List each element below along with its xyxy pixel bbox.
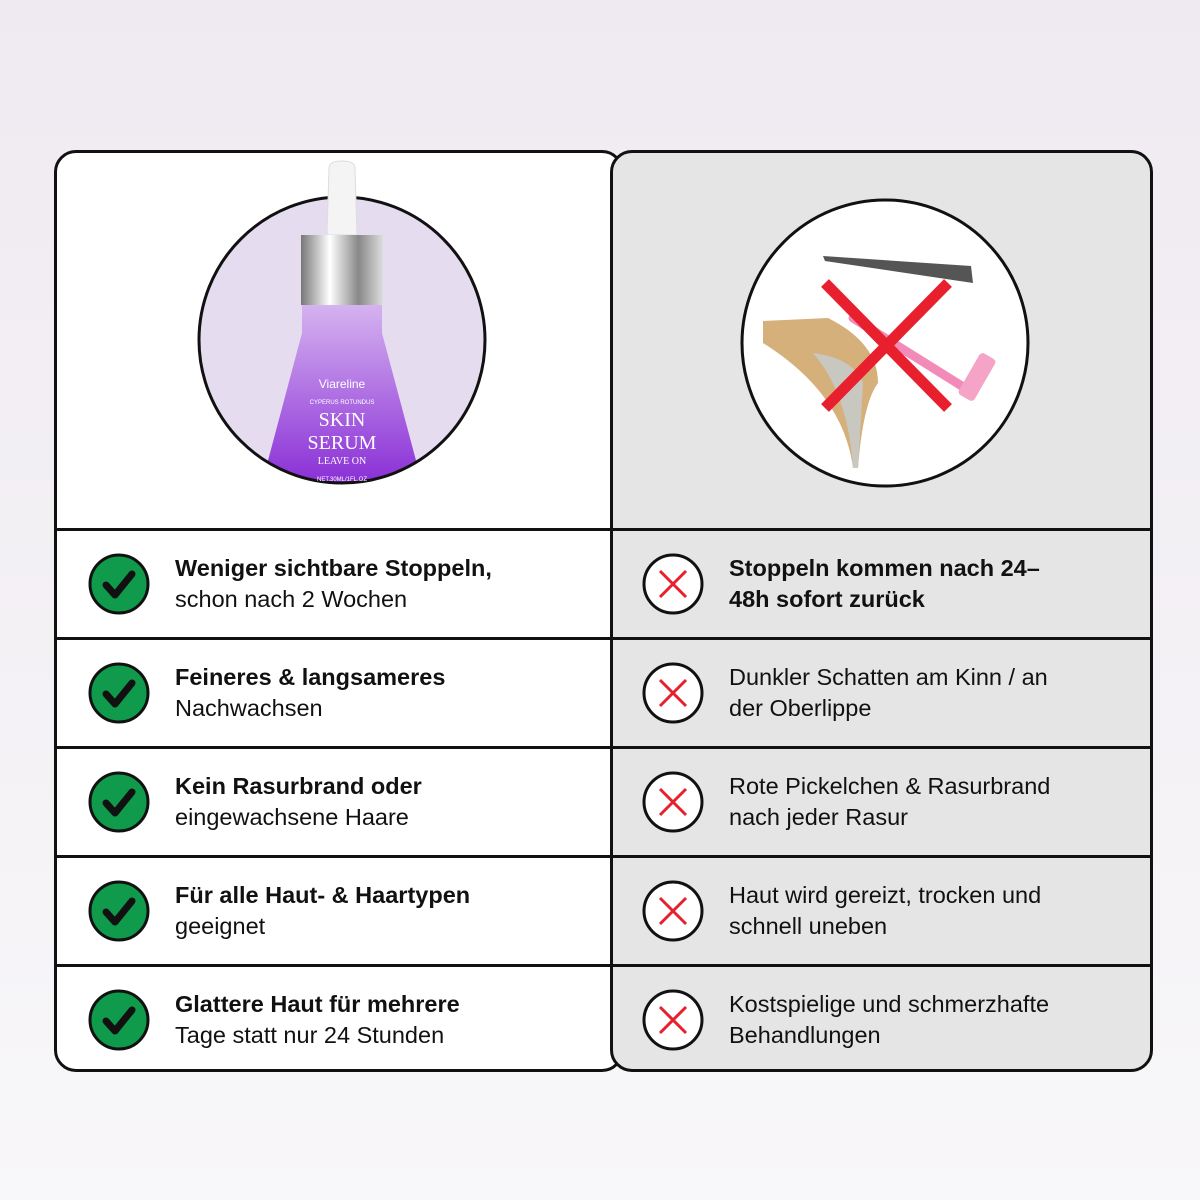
benefit-row (57, 855, 621, 964)
drawback-text-1: Dunkler Schatten am Kinn / an (729, 664, 1048, 690)
drawback-row (613, 855, 1150, 964)
x-icon (641, 988, 705, 1052)
check-icon (87, 552, 151, 616)
product-name-1: SKIN (318, 409, 366, 431)
drawback-row (613, 637, 1150, 746)
benefit-detail: Tage statt nur 24 Stunden (175, 1022, 445, 1048)
drawback-row (613, 964, 1150, 1072)
drawback-text-2: nach jeder Rasur (729, 804, 908, 830)
drawback-text-2: der Oberlippe (729, 695, 872, 721)
check-icon (87, 988, 151, 1052)
drawback-text-1: Kostspielige und schmerzhafte (729, 991, 1050, 1017)
product-subtitle: CYPERUS ROTUNDUS (309, 400, 375, 406)
drawback-row (613, 528, 1150, 637)
drawback-text-1: Haut wird gereizt, trocken und (729, 882, 1042, 908)
x-icon (641, 770, 705, 834)
drawback-text-2: Behandlungen (729, 1022, 881, 1048)
benefit-row (57, 746, 621, 855)
drawback-text-1: Stoppeln kommen nach 24– (729, 555, 1040, 581)
drawback-text-1: Rote Pickelchen & Rasurbrand (729, 773, 1051, 799)
product-type: LEAVE ON (317, 456, 367, 467)
product-image (57, 153, 621, 531)
hair-removal-tools-image (613, 153, 1150, 531)
check-icon (87, 661, 151, 725)
alternatives-column (610, 150, 1153, 1072)
x-icon (641, 661, 705, 725)
x-icon (641, 879, 705, 943)
product-name-2: SERUM (307, 432, 377, 454)
benefit-row (57, 528, 621, 637)
benefit-row (57, 637, 621, 746)
check-icon (87, 770, 151, 834)
drawback-text-2: 48h sofort zurück (729, 586, 925, 612)
x-icon (641, 552, 705, 616)
drawback-text-2: schnell uneben (729, 913, 888, 939)
benefit-detail: geeignet (175, 913, 266, 939)
product-column (54, 150, 624, 1072)
benefit-detail: Nachwachsen (175, 695, 323, 721)
benefit-row (57, 964, 621, 1072)
benefit-title: Für alle Haut- & Haartypen (175, 882, 471, 908)
drawback-row (613, 746, 1150, 855)
brand-label: Viareline (318, 377, 366, 391)
benefit-detail: schon nach 2 Wochen (175, 586, 408, 612)
benefit-title: Feineres & langsameres (175, 664, 446, 690)
product-volume: NET.30ML/1FL.OZ (316, 477, 368, 483)
benefit-title: Weniger sichtbare Stoppeln, (175, 555, 492, 581)
benefit-detail: eingewachsene Haare (175, 804, 409, 830)
benefit-title: Glattere Haut für mehrere (175, 991, 460, 1017)
check-icon (87, 879, 151, 943)
benefit-title: Kein Rasurbrand oder (175, 773, 422, 799)
